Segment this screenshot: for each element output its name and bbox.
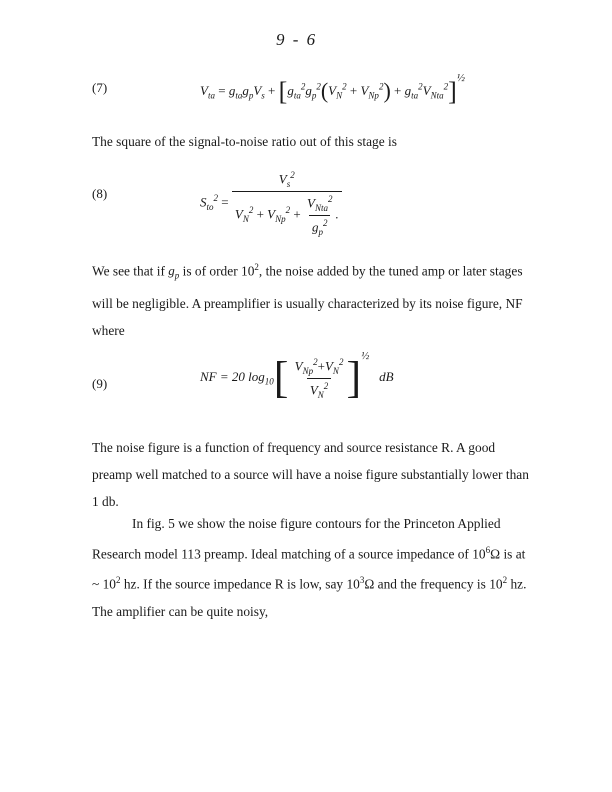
paragraph-snr-intro: The square of the signal-to-noise ratio out of this stage is bbox=[92, 134, 397, 149]
paragraph-noise-figure: The noise figure is a function of frequency and source resistance R. A good preamp well matched to a source will have a noise figure substantially lower than 1 db. bbox=[92, 440, 529, 509]
paragraph-fig5: In fig. 5 we show the noise figure contours for the Princeton Applied Research model 113 preamp. Ideal matching of a source impedance of $10^6\Omega$ is at ~ $10^2$ hz. If the source impedance R is low, say $10^3\Omega$ and the frequency is $10^2$ hz. The amplifier can be quite noisy, bbox=[92, 516, 527, 619]
equation-number-7: (7) bbox=[92, 80, 108, 95]
equation-9: NF = 20 $\log_{10}$[ $\frac{V_{Np}^2+V_N^2}{V_N^2}$ ]$^{\frac{1}{2}}$ dB bbox=[200, 350, 394, 403]
equation-number-9: (9) bbox=[92, 376, 108, 391]
equation-number-8: (8) bbox=[92, 186, 108, 201]
equation-7: $V_{ta} = g_{ta}g_pV_s + [g_{ta}^2g_p^2(V_N^2 + V_{Np}^2) + g_{ta}^2V_{Nta}^2]^{\frac{1}{2}}$ bbox=[200, 72, 466, 106]
paragraph-preamp: We see that if $g_p$ is of order $10^2$, the noise added by the tuned amp or later stages will be negligible. A preamplifier is usually characterized by its noise figure, NF where bbox=[92, 262, 523, 339]
page-number: 9 - 6 bbox=[276, 30, 318, 49]
equation-8: $S_{to}^2$ = $V_s^2$ $V_N^2 + V_{Np}^2$ + $\frac{V_{Nta}^2}{g_p^2}$ . bbox=[200, 170, 342, 237]
